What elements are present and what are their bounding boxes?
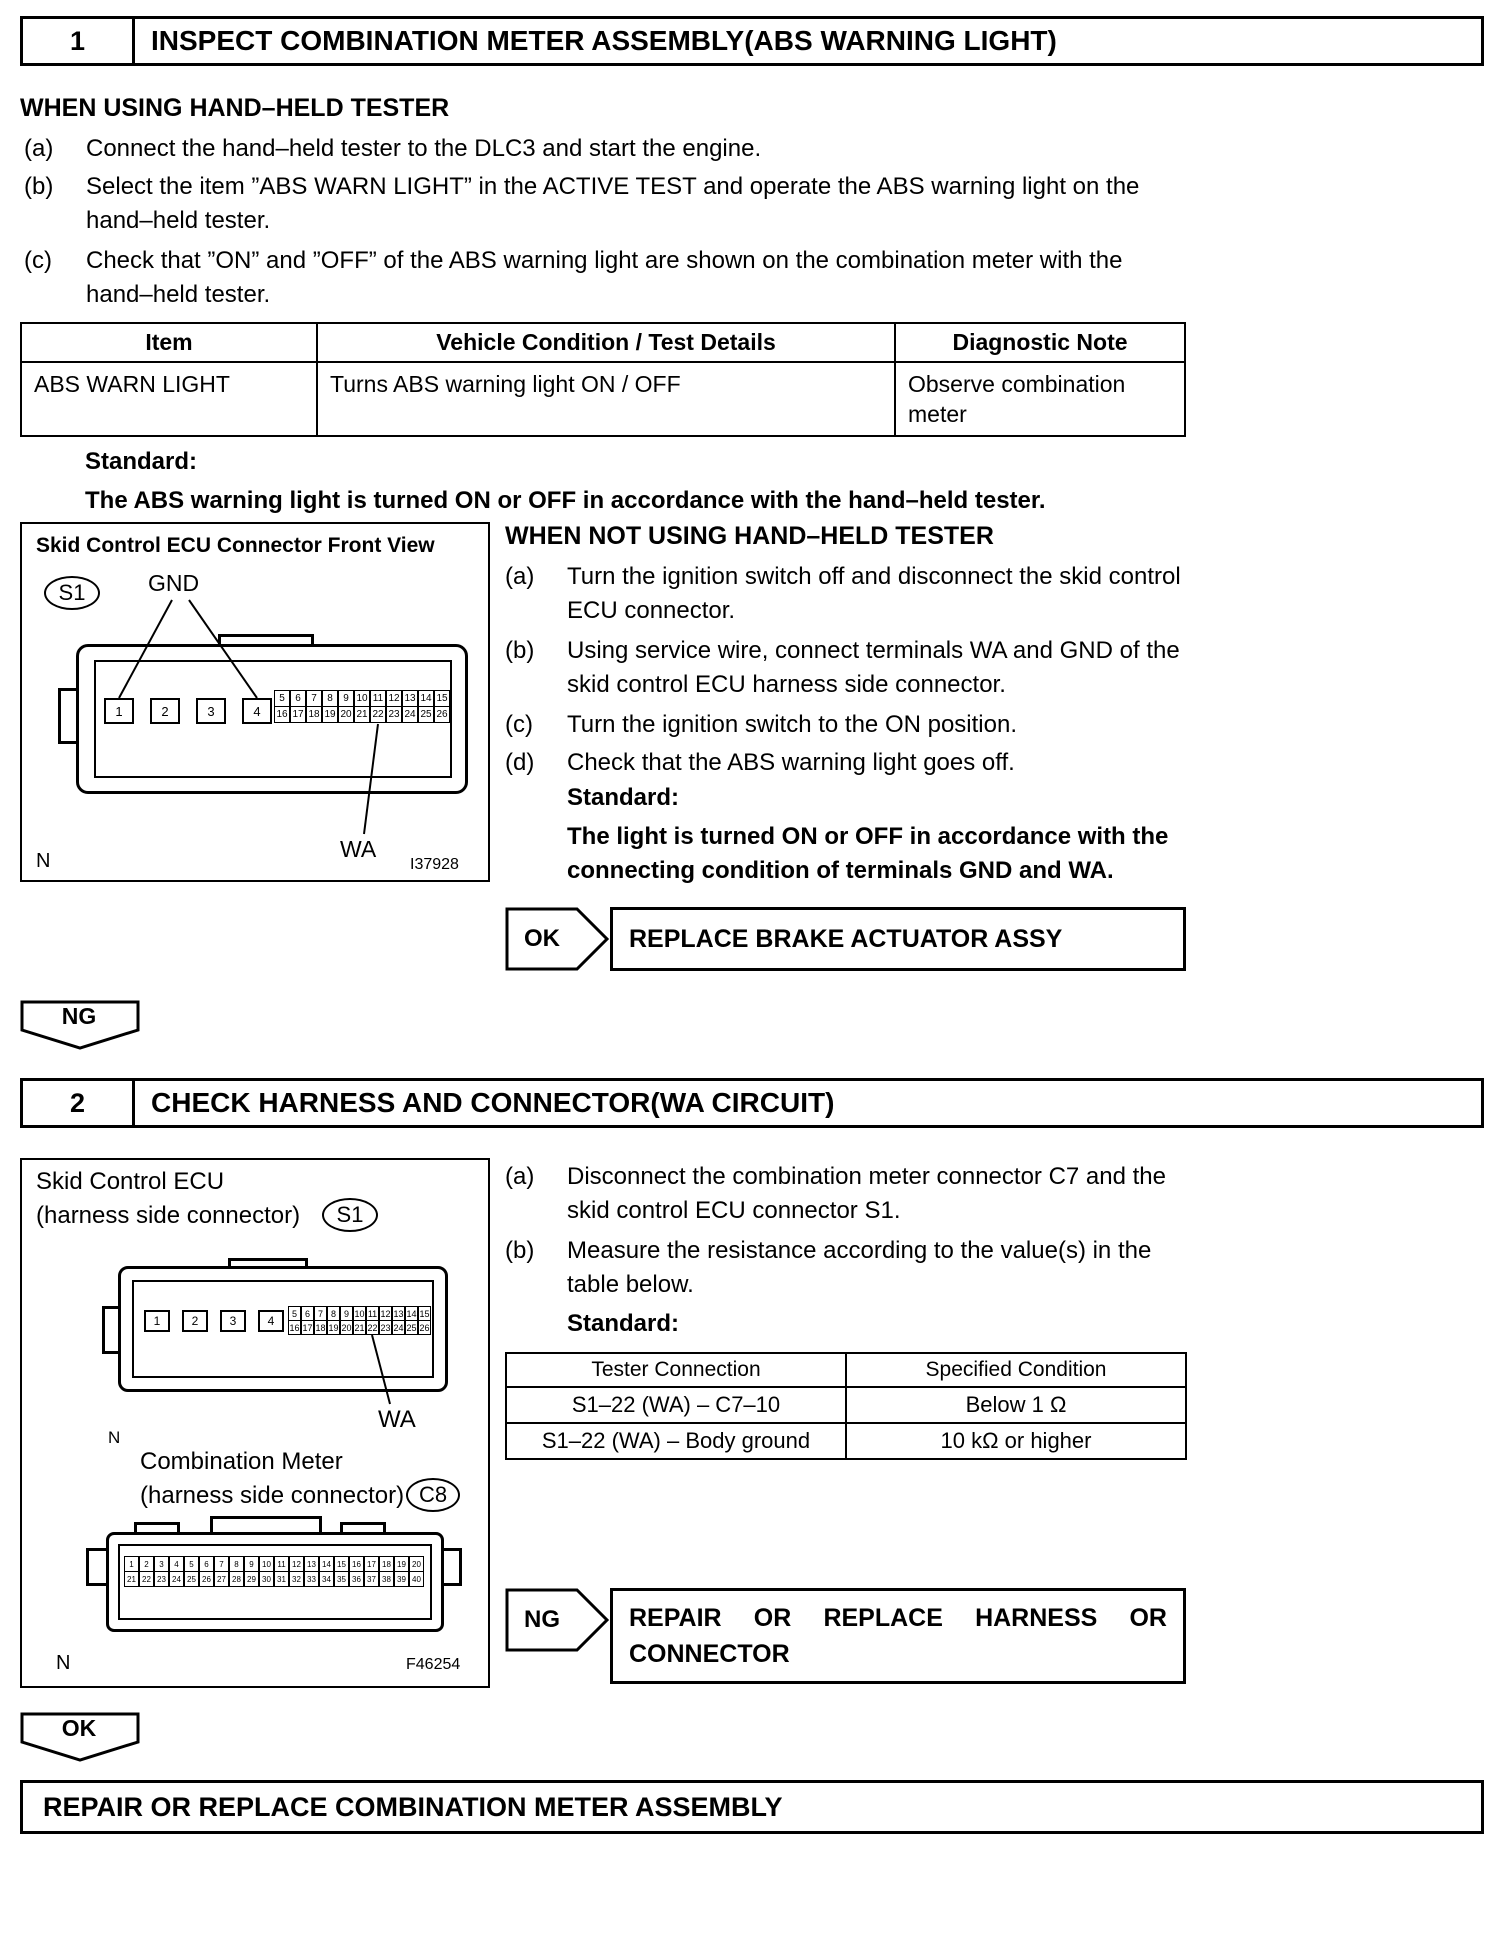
pin-2: 2 [182,1310,208,1332]
pin-28: 28 [229,1571,244,1587]
ng-action-box [610,1588,1186,1684]
figure-title: Skid Control ECU Connector Front View [36,534,435,557]
item-text: Turn the ignition switch to the ON position. [567,711,1017,738]
pin-19: 19 [327,1320,340,1335]
item-label: (d) [505,749,535,776]
list-item [24,244,1189,312]
pin-18: 18 [379,1556,394,1572]
item-label: (b) [24,173,54,200]
pin-12: 12 [379,1306,392,1321]
item-text: Check that the ABS warning light goes off. [567,749,1015,776]
item-text: Check that ”ON” and ”OFF” of the ABS warning light are shown on the combination meter with the hand–held tester. [86,247,1123,308]
pin-21: 21 [354,706,370,723]
pin-12: 12 [289,1556,304,1572]
ok-label: OK [524,925,560,952]
pin-6: 6 [199,1556,214,1572]
pin-14: 14 [418,690,434,707]
pin-11: 11 [274,1556,289,1572]
standard-label: Standard: [85,448,198,475]
ok-flow-arrow [505,907,609,971]
pin-12: 12 [386,690,402,707]
pin-38: 38 [379,1571,394,1587]
step1-number: 1 [23,19,135,63]
final-action-text: REPAIR OR REPLACE COMBINATION METER ASSEMBLY [43,1791,783,1822]
pin-16: 16 [349,1556,364,1572]
ecu-title: Skid Control ECU [36,1168,225,1195]
step2-header [20,1078,1484,1128]
s1-big-pins [104,698,272,724]
cell-note: Observe combination meter [895,362,1185,436]
ng-label: NG [524,1606,560,1633]
pin-3: 3 [154,1556,169,1572]
abs-warn-light-table [20,322,1186,437]
cell-connection: S1–22 (WA) – Body ground [506,1423,846,1459]
figure-harness-connectors [20,1158,490,1688]
action-text-line2: CONNECTOR [629,1640,790,1668]
pin-24: 24 [392,1320,405,1335]
list-item [24,132,1189,166]
pin-21: 21 [124,1571,139,1587]
pin-32: 32 [289,1571,304,1587]
col-header: Item [21,323,317,362]
pin-9: 9 [338,690,354,707]
pin-11: 11 [366,1306,379,1321]
pin-31: 31 [274,1571,289,1587]
pin-9: 9 [244,1556,259,1572]
item-text: Select the item ”ABS WARN LIGHT” in the ACTIVE TEST and operate the ABS warning light on the hand–held tester. [86,173,1140,234]
pin-22: 22 [139,1571,154,1587]
pin-13: 13 [402,690,418,707]
s1-pin-row-top [288,1306,431,1321]
action-text-line1: REPAIR OR REPLACE HARNESS OR [629,1604,1167,1632]
step2-number: 2 [23,1081,135,1125]
pin-34: 34 [319,1571,334,1587]
pin-7: 7 [306,690,322,707]
action-text: REPLACE BRAKE ACTUATOR ASSY [629,925,1063,953]
pin-17: 17 [301,1320,314,1335]
connector-id-badge-s1: S1 [322,1198,378,1232]
ecu-subtitle: (harness side connector) [36,1202,301,1229]
pin-9: 9 [340,1306,353,1321]
gnd-label: GND [148,570,200,596]
cell-condition: 10 kΩ or higher [846,1423,1186,1459]
ok-banner [20,1712,140,1764]
pin-15: 15 [434,690,450,707]
pin-3: 3 [196,698,226,724]
resistance-table [505,1352,1187,1460]
pin-5: 5 [184,1556,199,1572]
pin-8: 8 [229,1556,244,1572]
pin-35: 35 [334,1571,349,1587]
pin-21: 21 [353,1320,366,1335]
pin-1: 1 [144,1310,170,1332]
standard-label: Standard: [567,1310,680,1337]
cell-connection: S1–22 (WA) – C7–10 [506,1387,846,1423]
pin-7: 7 [214,1556,229,1572]
step1-header [20,16,1484,66]
pin-26: 26 [199,1571,214,1587]
pin-10: 10 [354,690,370,707]
ok-label: OK [61,1714,97,1741]
table-header-row [21,323,1185,362]
pin-11: 11 [370,690,386,707]
item-label: (a) [505,563,535,590]
pin-24: 24 [402,706,418,723]
wa-label: WA [340,836,377,862]
pin-10: 10 [259,1556,274,1572]
cell-item: ABS WARN LIGHT [21,362,317,436]
pin-16: 16 [288,1320,301,1335]
step2-title: CHECK HARNESS AND CONNECTOR(WA CIRCUIT) [151,1087,835,1118]
item-label: (b) [505,1237,535,1264]
s1-pin-row-bottom [288,1320,431,1335]
pin-26: 26 [418,1320,431,1335]
step1-title: INSPECT COMBINATION METER ASSEMBLY(ABS WARNING LIGHT) [151,25,1057,56]
pin-17: 17 [290,706,306,723]
pin-4: 4 [242,698,272,724]
list-item [505,708,1200,742]
c8-pin-row-top [124,1556,424,1572]
standard-text: The ABS warning light is turned ON or OFF in accordance with the hand–held tester. [85,487,1046,514]
final-action-box [20,1780,1484,1834]
pin-22: 22 [366,1320,379,1335]
pin-25: 25 [418,706,434,723]
s1-big-pins [144,1310,284,1332]
col-header: Vehicle Condition / Test Details [317,323,895,362]
table-row [506,1387,1186,1423]
pin-27: 27 [214,1571,229,1587]
pin-16: 16 [274,706,290,723]
pin-23: 23 [154,1571,169,1587]
pin-18: 18 [306,706,322,723]
cell-condition: Below 1 Ω [846,1387,1186,1423]
list-item [505,560,1200,628]
pin-30: 30 [259,1571,274,1587]
figure-code: I37928 [410,856,459,873]
meter-subtitle: (harness side connector) [140,1482,405,1509]
pin-22: 22 [370,706,386,723]
pin-10: 10 [353,1306,366,1321]
pin-39: 39 [394,1571,409,1587]
pin-13: 13 [392,1306,405,1321]
pin-8: 8 [327,1306,340,1321]
pin-15: 15 [418,1306,431,1321]
col-header: Specified Condition [846,1353,1186,1387]
n-label: N [56,1652,71,1674]
ng-flow-arrow [505,1588,609,1652]
pin-5: 5 [274,690,290,707]
item-text: Using service wire, connect terminals WA and GND of the skid control ECU harness side connector. [567,637,1180,698]
meter-title: Combination Meter [140,1448,343,1475]
pin-7: 7 [314,1306,327,1321]
pin-14: 14 [405,1306,418,1321]
pin-23: 23 [379,1320,392,1335]
pin-24: 24 [169,1571,184,1587]
s1-pin-row-top [274,690,450,707]
pin-1: 1 [124,1556,139,1572]
pin-6: 6 [301,1306,314,1321]
heading-using-tester: WHEN USING HAND–HELD TESTER [20,94,450,122]
pin-2: 2 [139,1556,154,1572]
item-label: (b) [505,637,535,664]
pin-2: 2 [150,698,180,724]
pin-18: 18 [314,1320,327,1335]
item-text: Connect the hand–held tester to the DLC3 and start the engine. [86,135,762,162]
pin-4: 4 [258,1310,284,1332]
item-label: (c) [24,247,52,274]
figure-skid-control-ecu-front-view [20,522,490,882]
figure-code: F46254 [406,1656,461,1673]
item-text: Measure the resistance according to the value(s) in the table below. [567,1237,1152,1298]
n-label: N [36,850,51,872]
item-label: (c) [505,711,533,738]
pin-36: 36 [349,1571,364,1587]
c8-pin-row-bottom [124,1571,424,1587]
item-text: Disconnect the combination meter connector C7 and the skid control ECU connector S1. [567,1163,1167,1224]
cell-condition: Turns ABS warning light ON / OFF [317,362,895,436]
list-item [505,1160,1200,1228]
item-text: Turn the ignition switch off and disconnect the skid control ECU connector. [567,563,1181,624]
ng-label: NG [61,1002,97,1029]
item-label: (a) [24,135,54,162]
pin-25: 25 [184,1571,199,1587]
table-row [506,1423,1186,1459]
pin-15: 15 [334,1556,349,1572]
ng-banner [20,1000,140,1052]
heading-not-using-tester: WHEN NOT USING HAND–HELD TESTER [505,522,994,550]
pin-29: 29 [244,1571,259,1587]
pin-14: 14 [319,1556,334,1572]
list-item [505,1234,1200,1302]
pin-19: 19 [394,1556,409,1572]
pin-20: 20 [409,1556,424,1572]
list-item [505,746,1200,780]
col-header: Tester Connection [506,1353,846,1387]
pin-8: 8 [322,690,338,707]
pin-19: 19 [322,706,338,723]
s1-pin-row-bottom [274,706,450,723]
pin-25: 25 [405,1320,418,1335]
pin-26: 26 [434,706,450,723]
pin-13: 13 [304,1556,319,1572]
pin-5: 5 [288,1306,301,1321]
list-item [24,170,1189,238]
pin-6: 6 [290,690,306,707]
ok-action-box [610,907,1186,971]
wa-label: WA [378,1406,416,1433]
standard-label: Standard: [567,784,680,811]
table-header-row [506,1353,1186,1387]
standard-text: The light is turned ON or OFF in accordance with the connecting condition of terminals GND and WA. [567,823,1169,884]
pin-1: 1 [104,698,134,724]
pin-33: 33 [304,1571,319,1587]
pin-20: 20 [338,706,354,723]
connector-id-badge-s1: S1 [44,576,100,610]
n-label: N [108,1428,121,1447]
item-label: (a) [505,1163,535,1190]
pin-3: 3 [220,1310,246,1332]
connector-id-badge-c8: C8 [406,1478,460,1512]
table-row [21,362,1185,436]
pin-4: 4 [169,1556,184,1572]
pin-17: 17 [364,1556,379,1572]
list-item [505,634,1200,702]
pin-40: 40 [409,1571,424,1587]
pin-37: 37 [364,1571,379,1587]
pin-23: 23 [386,706,402,723]
pin-20: 20 [340,1320,353,1335]
col-header: Diagnostic Note [895,323,1185,362]
